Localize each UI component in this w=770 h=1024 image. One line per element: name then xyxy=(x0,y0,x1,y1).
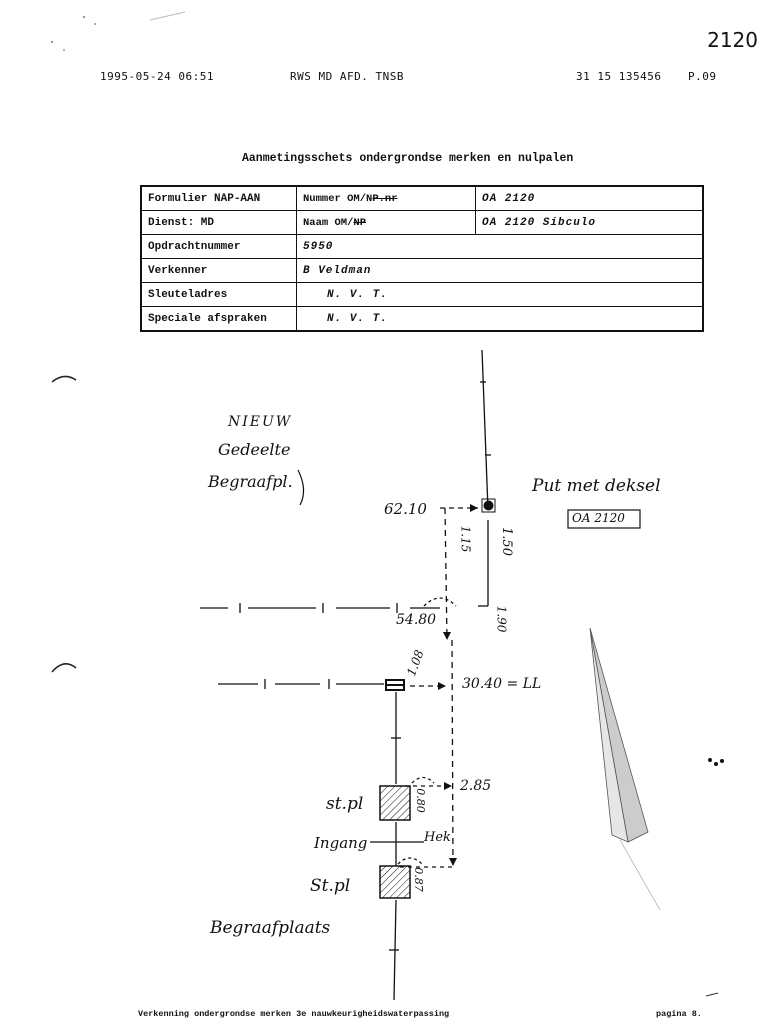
north-arrow-icon xyxy=(590,628,660,910)
marker-label: Put met deksel xyxy=(532,476,661,496)
measurement: 54.80 xyxy=(396,612,437,628)
post-label: st.pl xyxy=(326,794,364,814)
gate-label: Hek xyxy=(424,830,451,845)
form-value: B Veldman xyxy=(297,259,704,283)
scan-noise xyxy=(51,12,185,51)
form-sublabel-text: Nummer OM/N xyxy=(303,192,373,205)
marker-symbol xyxy=(482,499,495,512)
measurement: 30.40 = LL xyxy=(462,676,542,692)
fax-datetime: 1995-05-24 06:51 xyxy=(100,70,214,83)
form-sublabel-struck: P.nr xyxy=(372,192,398,205)
form-sublabel-struck: NP xyxy=(353,216,367,229)
bracket-mark xyxy=(298,470,304,505)
post-label: St.pl xyxy=(310,876,351,896)
measurement: 2.85 xyxy=(460,778,492,794)
form-label: Dienst: MD xyxy=(141,211,297,235)
footer-page: pagina 8. xyxy=(656,1009,702,1019)
measurement: 1.90 xyxy=(494,605,509,633)
fax-page: P.09 xyxy=(688,70,717,83)
area-label-line: Begraafpl. xyxy=(208,472,293,491)
measurement: 62.10 xyxy=(384,500,427,518)
form-label: Verkenner xyxy=(141,259,297,283)
measurement: 1.08 xyxy=(404,648,427,678)
fax-phone: 31 15 135456 xyxy=(576,70,662,83)
form-sublabel-text: Naam OM/ xyxy=(303,216,354,229)
form-value: OA 2120 xyxy=(476,186,704,211)
scan-dots xyxy=(706,758,724,996)
post-symbol xyxy=(380,786,410,820)
entrance-label: Ingang xyxy=(314,834,368,852)
form-value: OA 2120 Sibculo xyxy=(476,211,704,235)
document-title: Aanmetingsschets ondergrondse merken en nulpalen xyxy=(242,152,574,165)
cemetery-label: Begraafplaats xyxy=(210,918,331,938)
gate-symbol xyxy=(386,680,404,690)
marker-id: OA 2120 xyxy=(572,511,625,525)
punch-mark xyxy=(52,376,76,382)
measurement: 0.87 xyxy=(411,867,425,892)
measurement: 1.15 xyxy=(458,525,473,553)
form-value: N. V. T. xyxy=(297,307,704,332)
form-label: Sleuteladres xyxy=(141,283,297,307)
page-number: 2120 xyxy=(707,28,758,52)
measurement: 0.80 xyxy=(413,788,427,813)
punch-mark xyxy=(52,664,76,672)
area-label-line: Gedeelte xyxy=(218,440,291,459)
footer-text: Verkenning ondergrondse merken 3e nauwkeurigheidswaterpassing xyxy=(138,1009,450,1019)
form-value: 5950 xyxy=(297,235,704,259)
form-label: Opdrachtnummer xyxy=(141,235,297,259)
post-symbol xyxy=(380,866,410,898)
measurement: 1.50 xyxy=(498,527,514,556)
form-label: Speciale afspraken xyxy=(141,307,297,332)
form-value: N. V. T. xyxy=(297,283,704,307)
form-label: Formulier NAP-AAN xyxy=(141,186,297,211)
area-label-line: NIEUW xyxy=(228,414,293,430)
fax-sender: RWS MD AFD. TNSB xyxy=(290,70,404,83)
